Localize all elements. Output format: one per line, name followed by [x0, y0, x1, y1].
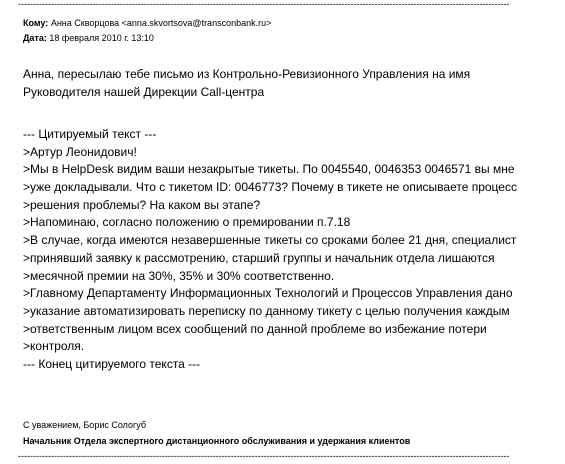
date-line: [23, 31, 271, 46]
intro-text: [23, 66, 470, 101]
quote-line: >месячной премии на 30%, 35% и 30% соответственно.: [23, 268, 335, 283]
date-value: 18 февраля 2010 г. 13:10: [49, 33, 154, 43]
quote-line: >В случае, когда имеются незавершенные тикеты со сроками более 21 дня, специалист: [23, 233, 517, 248]
intro-line: Руководителя нашей Дирекции Call-центра: [23, 84, 265, 99]
quote-line: >уже докладывали. Что с тикетом ID: 0046773? Почему в тикете не описываете процесс: [23, 180, 517, 195]
quote-end-marker: --- Конец цитируемого текста ---: [23, 356, 201, 371]
separator-top: --------------------------------------------------------------------------------------------------------------------------------------------------------------------: [18, 0, 510, 9]
signature-title: Начальник Отдела экспертного дистанционного обслуживания и удержания клиентов: [23, 435, 411, 446]
quoted-text: [23, 126, 517, 374]
date-label: Дата:: [23, 33, 47, 43]
signature-closing: С уважением, Борис Сологуб: [23, 420, 147, 430]
separator-bottom: --------------------------------------------------------------------------------------------------------------------------------------------------------------------: [18, 451, 510, 461]
quote-line: >Главному Департаменту Информационных Технологий и Процессов Управления дано: [23, 286, 513, 301]
intro-line: Анна, пересылаю тебе письмо из Контрольно-Ревизионного Управления на имя: [23, 67, 471, 81]
quote-line: >Мы в HelpDesk видим ваши незакрытые тикеты. По 0045540, 0046353 0046571 вы мне: [23, 162, 515, 177]
email-header: [23, 16, 271, 46]
quote-line: >принявший заявку к рассмотрению, старший группы и начальник отдела лишаются: [23, 250, 495, 265]
quote-line: >Артур Леонидович!: [23, 144, 137, 159]
to-line: [23, 16, 271, 31]
to-value: Анна Скворцова <anna.skvortsova@transconbank.ru>: [50, 18, 272, 28]
quote-line: >решения проблемы? На каком вы этапе?: [23, 197, 261, 212]
to-label: Кому:: [23, 18, 49, 28]
signature: [23, 418, 410, 449]
quote-line: >Напоминаю, согласно положению о премировании п.7.18: [23, 215, 351, 230]
quote-start-marker: --- Цитируемый текст ---: [23, 127, 157, 141]
quote-line: >контроля.: [23, 339, 85, 354]
quote-line: >ответственным лицом всех сообщений по данной проблеме во избежание потери: [23, 321, 487, 336]
quote-line: >указание автоматизировать переписку по данному тикету с целью получения каждым: [23, 303, 510, 318]
